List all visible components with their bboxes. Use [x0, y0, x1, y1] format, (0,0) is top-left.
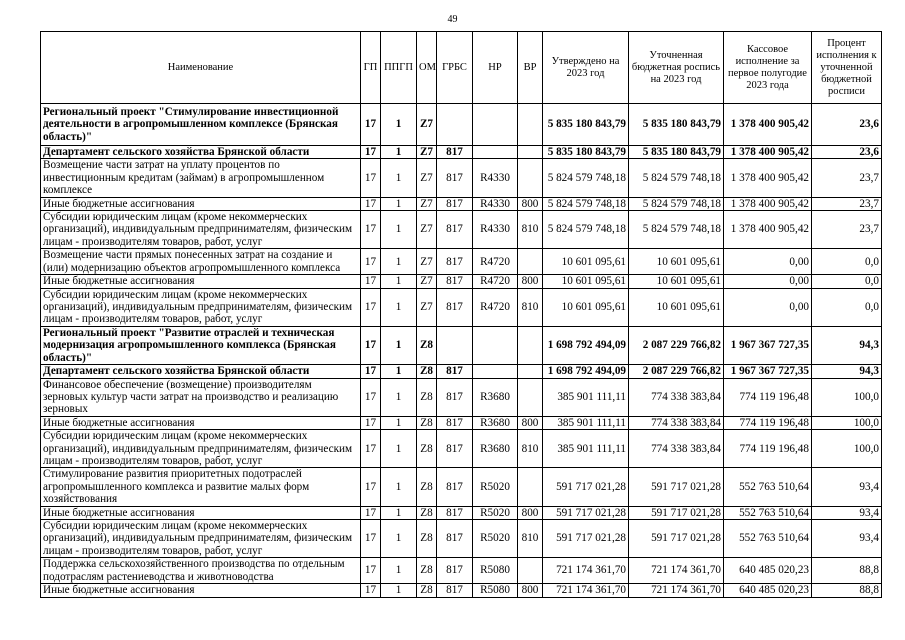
cell-approved: 385 901 111,11: [543, 416, 629, 429]
table-row: [41, 275, 882, 288]
cell-name: Региональный проект "Развитие отраслей и техническая модернизация агропромышленного комплекса (Брянская область)": [41, 326, 361, 364]
header-vr: ВР: [518, 32, 543, 104]
cell-ppgp: 1: [381, 275, 417, 288]
header-gp: ГП: [361, 32, 381, 104]
cell-ppgp: 1: [381, 197, 417, 210]
cell-approved: 5 824 579 748,18: [543, 211, 629, 249]
cell-approved: 10 601 095,61: [543, 288, 629, 326]
cell-vr: 810: [518, 211, 543, 249]
cell-np: R5020: [473, 468, 518, 506]
cell-ppgp: 1: [381, 288, 417, 326]
cell-np: R4720: [473, 288, 518, 326]
cell-grbs: 817: [437, 468, 473, 506]
cell-cash: 552 763 510,64: [724, 468, 812, 506]
cell-cash: 552 763 510,64: [724, 519, 812, 557]
table-row: [41, 378, 882, 416]
cell-refined: 2 087 229 766,82: [629, 326, 724, 364]
cell-gp: 17: [361, 519, 381, 557]
table-row: [41, 146, 882, 159]
cell-refined: 5 824 579 748,18: [629, 211, 724, 249]
cell-approved: 10 601 095,61: [543, 249, 629, 275]
cell-name: Департамент сельского хозяйства Брянской области: [41, 146, 361, 159]
cell-approved: 5 835 180 843,79: [543, 146, 629, 159]
table-row: [41, 506, 882, 519]
cell-vr: 800: [518, 506, 543, 519]
cell-percent: 23,7: [812, 159, 882, 197]
cell-grbs: 817: [437, 506, 473, 519]
page-number: 49: [447, 14, 458, 25]
cell-refined: 721 174 361,70: [629, 558, 724, 584]
cell-name: Возмещение части прямых понесенных затрат на создание и (или) модернизацию объектов агропромышленного комплекса: [41, 249, 361, 275]
cell-refined: 5 824 579 748,18: [629, 159, 724, 197]
cell-percent: 23,7: [812, 211, 882, 249]
table-row: [41, 211, 882, 249]
cell-grbs: 817: [437, 365, 473, 378]
cell-vr: 810: [518, 430, 543, 468]
cell-np: R3680: [473, 416, 518, 429]
cell-approved: 1 698 792 494,09: [543, 326, 629, 364]
table-row: [41, 430, 882, 468]
cell-refined: 591 717 021,28: [629, 468, 724, 506]
cell-np: [473, 326, 518, 364]
cell-percent: 0,0: [812, 249, 882, 275]
cell-np: R3680: [473, 430, 518, 468]
table-row: [41, 197, 882, 210]
cell-vr: 800: [518, 197, 543, 210]
cell-percent: 23,6: [812, 146, 882, 159]
cell-vr: [518, 326, 543, 364]
table-row: [41, 288, 882, 326]
cell-np: [473, 146, 518, 159]
cell-om: Z7: [417, 197, 437, 210]
cell-om: Z7: [417, 104, 437, 146]
cell-gp: 17: [361, 249, 381, 275]
cell-om: Z7: [417, 249, 437, 275]
cell-om: Z8: [417, 430, 437, 468]
cell-ppgp: 1: [381, 326, 417, 364]
cell-gp: 17: [361, 468, 381, 506]
cell-approved: 5 824 579 748,18: [543, 159, 629, 197]
cell-vr: 800: [518, 416, 543, 429]
cell-vr: [518, 249, 543, 275]
cell-grbs: 817: [437, 378, 473, 416]
cell-percent: 94,3: [812, 365, 882, 378]
cell-om: Z7: [417, 211, 437, 249]
table-row: [41, 558, 882, 584]
cell-percent: 100,0: [812, 416, 882, 429]
cell-cash: 1 378 400 905,42: [724, 104, 812, 146]
cell-gp: 17: [361, 197, 381, 210]
cell-grbs: 817: [437, 519, 473, 557]
cell-name: Иные бюджетные ассигнования: [41, 275, 361, 288]
cell-name: Субсидии юридическим лицам (кроме некоммерческих организаций), индивидуальным предпринимателям, физическим лицам - производителям товаров, работ, услуг: [41, 519, 361, 557]
cell-ppgp: 1: [381, 519, 417, 557]
cell-approved: 591 717 021,28: [543, 519, 629, 557]
cell-gp: 17: [361, 558, 381, 584]
cell-cash: 0,00: [724, 275, 812, 288]
cell-cash: 1 378 400 905,42: [724, 159, 812, 197]
cell-percent: 93,4: [812, 468, 882, 506]
header-om: ОМ: [417, 32, 437, 104]
cell-approved: 5 824 579 748,18: [543, 197, 629, 210]
cell-refined: 721 174 361,70: [629, 584, 724, 597]
cell-ppgp: 1: [381, 159, 417, 197]
table-row: [41, 416, 882, 429]
cell-np: R3680: [473, 378, 518, 416]
cell-ppgp: 1: [381, 378, 417, 416]
cell-cash: 774 119 196,48: [724, 378, 812, 416]
cell-gp: 17: [361, 146, 381, 159]
cell-om: Z7: [417, 146, 437, 159]
cell-grbs: [437, 104, 473, 146]
table-header-row: [41, 32, 882, 104]
cell-approved: 591 717 021,28: [543, 506, 629, 519]
cell-name: Финансовое обеспечение (возмещение) производителям зерновых культур части затрат на производство и реализацию зерновых: [41, 378, 361, 416]
table-row: [41, 468, 882, 506]
cell-approved: 591 717 021,28: [543, 468, 629, 506]
cell-grbs: 817: [437, 146, 473, 159]
cell-ppgp: 1: [381, 146, 417, 159]
cell-refined: 2 087 229 766,82: [629, 365, 724, 378]
cell-name: Стимулирование развития приоритетных подотраслей агропромышленного комплекса и развитие малых форм хозяйствования: [41, 468, 361, 506]
cell-percent: 23,6: [812, 104, 882, 146]
cell-refined: 10 601 095,61: [629, 288, 724, 326]
cell-approved: 721 174 361,70: [543, 558, 629, 584]
header-name: Наименование: [41, 32, 361, 104]
header-np: НР: [473, 32, 518, 104]
cell-refined: 10 601 095,61: [629, 275, 724, 288]
cell-np: R4720: [473, 249, 518, 275]
cell-grbs: 817: [437, 430, 473, 468]
cell-om: Z7: [417, 288, 437, 326]
cell-gp: 17: [361, 288, 381, 326]
cell-grbs: 817: [437, 288, 473, 326]
table-body: [41, 104, 882, 598]
cell-vr: [518, 146, 543, 159]
cell-cash: 640 485 020,23: [724, 558, 812, 584]
table-row: [41, 326, 882, 364]
cell-np: R4330: [473, 159, 518, 197]
cell-gp: 17: [361, 211, 381, 249]
cell-approved: 1 698 792 494,09: [543, 365, 629, 378]
cell-name: Возмещение части затрат на уплату процентов по инвестиционным кредитам (займам) в агропромышленном комплексе: [41, 159, 361, 197]
cell-ppgp: 1: [381, 211, 417, 249]
header-ppgp: ППГП: [381, 32, 417, 104]
cell-vr: [518, 159, 543, 197]
cell-vr: [518, 558, 543, 584]
cell-refined: 591 717 021,28: [629, 519, 724, 557]
cell-vr: [518, 378, 543, 416]
cell-approved: 385 901 111,11: [543, 378, 629, 416]
cell-percent: 0,0: [812, 288, 882, 326]
cell-gp: 17: [361, 506, 381, 519]
cell-np: R4330: [473, 211, 518, 249]
cell-percent: 0,0: [812, 275, 882, 288]
cell-name: Региональный проект "Стимулирование инвестиционной деятельности в агропромышленном комплексе (Брянская область)": [41, 104, 361, 146]
cell-grbs: 817: [437, 558, 473, 584]
table-row: [41, 104, 882, 146]
cell-cash: 1 378 400 905,42: [724, 146, 812, 159]
cell-np: [473, 365, 518, 378]
cell-np: R5080: [473, 584, 518, 597]
cell-cash: 0,00: [724, 288, 812, 326]
cell-percent: 100,0: [812, 430, 882, 468]
cell-vr: [518, 365, 543, 378]
cell-om: Z8: [417, 365, 437, 378]
header-refined: Уточненная бюджетная роспись на 2023 год: [629, 32, 724, 104]
cell-refined: 774 338 383,84: [629, 416, 724, 429]
cell-approved: 5 835 180 843,79: [543, 104, 629, 146]
header-percent: Процент исполнения к уточненной бюджетной росписи: [812, 32, 882, 104]
cell-np: R5080: [473, 558, 518, 584]
cell-ppgp: 1: [381, 558, 417, 584]
cell-np: R4330: [473, 197, 518, 210]
cell-vr: 810: [518, 288, 543, 326]
cell-gp: 17: [361, 326, 381, 364]
cell-om: Z8: [417, 558, 437, 584]
header-grbs: ГРБС: [437, 32, 473, 104]
cell-percent: 88,8: [812, 584, 882, 597]
cell-om: Z7: [417, 275, 437, 288]
cell-name: Субсидии юридическим лицам (кроме некоммерческих организаций), индивидуальным предпринимателям, физическим лицам - производителям товаров, работ, услуг: [41, 288, 361, 326]
cell-refined: 774 338 383,84: [629, 430, 724, 468]
cell-grbs: [437, 326, 473, 364]
cell-grbs: 817: [437, 197, 473, 210]
cell-gp: 17: [361, 378, 381, 416]
cell-cash: 1 967 367 727,35: [724, 365, 812, 378]
cell-vr: [518, 468, 543, 506]
cell-approved: 385 901 111,11: [543, 430, 629, 468]
cell-om: Z8: [417, 584, 437, 597]
cell-ppgp: 1: [381, 430, 417, 468]
cell-refined: 10 601 095,61: [629, 249, 724, 275]
cell-gp: 17: [361, 416, 381, 429]
cell-name: Субсидии юридическим лицам (кроме некоммерческих организаций), индивидуальным предпринимателям, физическим лицам - производителям товаров, работ, услуг: [41, 211, 361, 249]
header-approved: Утверждено на 2023 год: [543, 32, 629, 104]
cell-approved: 10 601 095,61: [543, 275, 629, 288]
table-row: [41, 159, 882, 197]
cell-vr: 800: [518, 584, 543, 597]
cell-om: Z8: [417, 378, 437, 416]
cell-om: Z7: [417, 159, 437, 197]
cell-cash: 774 119 196,48: [724, 416, 812, 429]
cell-ppgp: 1: [381, 104, 417, 146]
cell-cash: 1 967 367 727,35: [724, 326, 812, 364]
cell-ppgp: 1: [381, 506, 417, 519]
table-row: [41, 519, 882, 557]
cell-ppgp: 1: [381, 365, 417, 378]
cell-refined: 5 835 180 843,79: [629, 146, 724, 159]
budget-execution-table: [40, 31, 882, 598]
cell-grbs: 817: [437, 159, 473, 197]
cell-vr: [518, 104, 543, 146]
cell-om: Z8: [417, 468, 437, 506]
cell-om: Z8: [417, 519, 437, 557]
cell-np: R4720: [473, 275, 518, 288]
cell-ppgp: 1: [381, 249, 417, 275]
cell-percent: 23,7: [812, 197, 882, 210]
cell-grbs: 817: [437, 275, 473, 288]
cell-name: Субсидии юридическим лицам (кроме некоммерческих организаций), индивидуальным предпринимателям, физическим лицам - производителям товаров, работ, услуг: [41, 430, 361, 468]
cell-ppgp: 1: [381, 584, 417, 597]
cell-cash: 0,00: [724, 249, 812, 275]
cell-name: Иные бюджетные ассигнования: [41, 584, 361, 597]
cell-cash: 1 378 400 905,42: [724, 211, 812, 249]
header-cash: Кассовое исполнение за первое полугодие 2023 года: [724, 32, 812, 104]
cell-vr: 800: [518, 275, 543, 288]
cell-np: [473, 104, 518, 146]
cell-gp: 17: [361, 430, 381, 468]
cell-gp: 17: [361, 104, 381, 146]
cell-percent: 100,0: [812, 378, 882, 416]
cell-grbs: 817: [437, 416, 473, 429]
cell-percent: 88,8: [812, 558, 882, 584]
table-row: [41, 584, 882, 597]
cell-np: R5020: [473, 506, 518, 519]
cell-vr: 810: [518, 519, 543, 557]
cell-grbs: 817: [437, 249, 473, 275]
cell-name: Иные бюджетные ассигнования: [41, 506, 361, 519]
cell-gp: 17: [361, 159, 381, 197]
cell-cash: 640 485 020,23: [724, 584, 812, 597]
table-row: [41, 365, 882, 378]
cell-name: Департамент сельского хозяйства Брянской области: [41, 365, 361, 378]
cell-grbs: 817: [437, 584, 473, 597]
cell-om: Z8: [417, 416, 437, 429]
cell-gp: 17: [361, 275, 381, 288]
cell-refined: 774 338 383,84: [629, 378, 724, 416]
cell-ppgp: 1: [381, 416, 417, 429]
cell-percent: 93,4: [812, 506, 882, 519]
cell-gp: 17: [361, 584, 381, 597]
table-row: [41, 249, 882, 275]
cell-ppgp: 1: [381, 468, 417, 506]
cell-gp: 17: [361, 365, 381, 378]
cell-grbs: 817: [437, 211, 473, 249]
cell-name: Иные бюджетные ассигнования: [41, 197, 361, 210]
cell-om: Z8: [417, 326, 437, 364]
cell-refined: 5 824 579 748,18: [629, 197, 724, 210]
cell-cash: 552 763 510,64: [724, 506, 812, 519]
cell-refined: 5 835 180 843,79: [629, 104, 724, 146]
cell-percent: 94,3: [812, 326, 882, 364]
cell-cash: 774 119 196,48: [724, 430, 812, 468]
cell-approved: 721 174 361,70: [543, 584, 629, 597]
cell-np: R5020: [473, 519, 518, 557]
cell-name: Иные бюджетные ассигнования: [41, 416, 361, 429]
cell-refined: 591 717 021,28: [629, 506, 724, 519]
cell-percent: 93,4: [812, 519, 882, 557]
cell-name: Поддержка сельскохозяйственного производства по отдельным подотраслям растениеводства и животноводства: [41, 558, 361, 584]
cell-om: Z8: [417, 506, 437, 519]
cell-cash: 1 378 400 905,42: [724, 197, 812, 210]
